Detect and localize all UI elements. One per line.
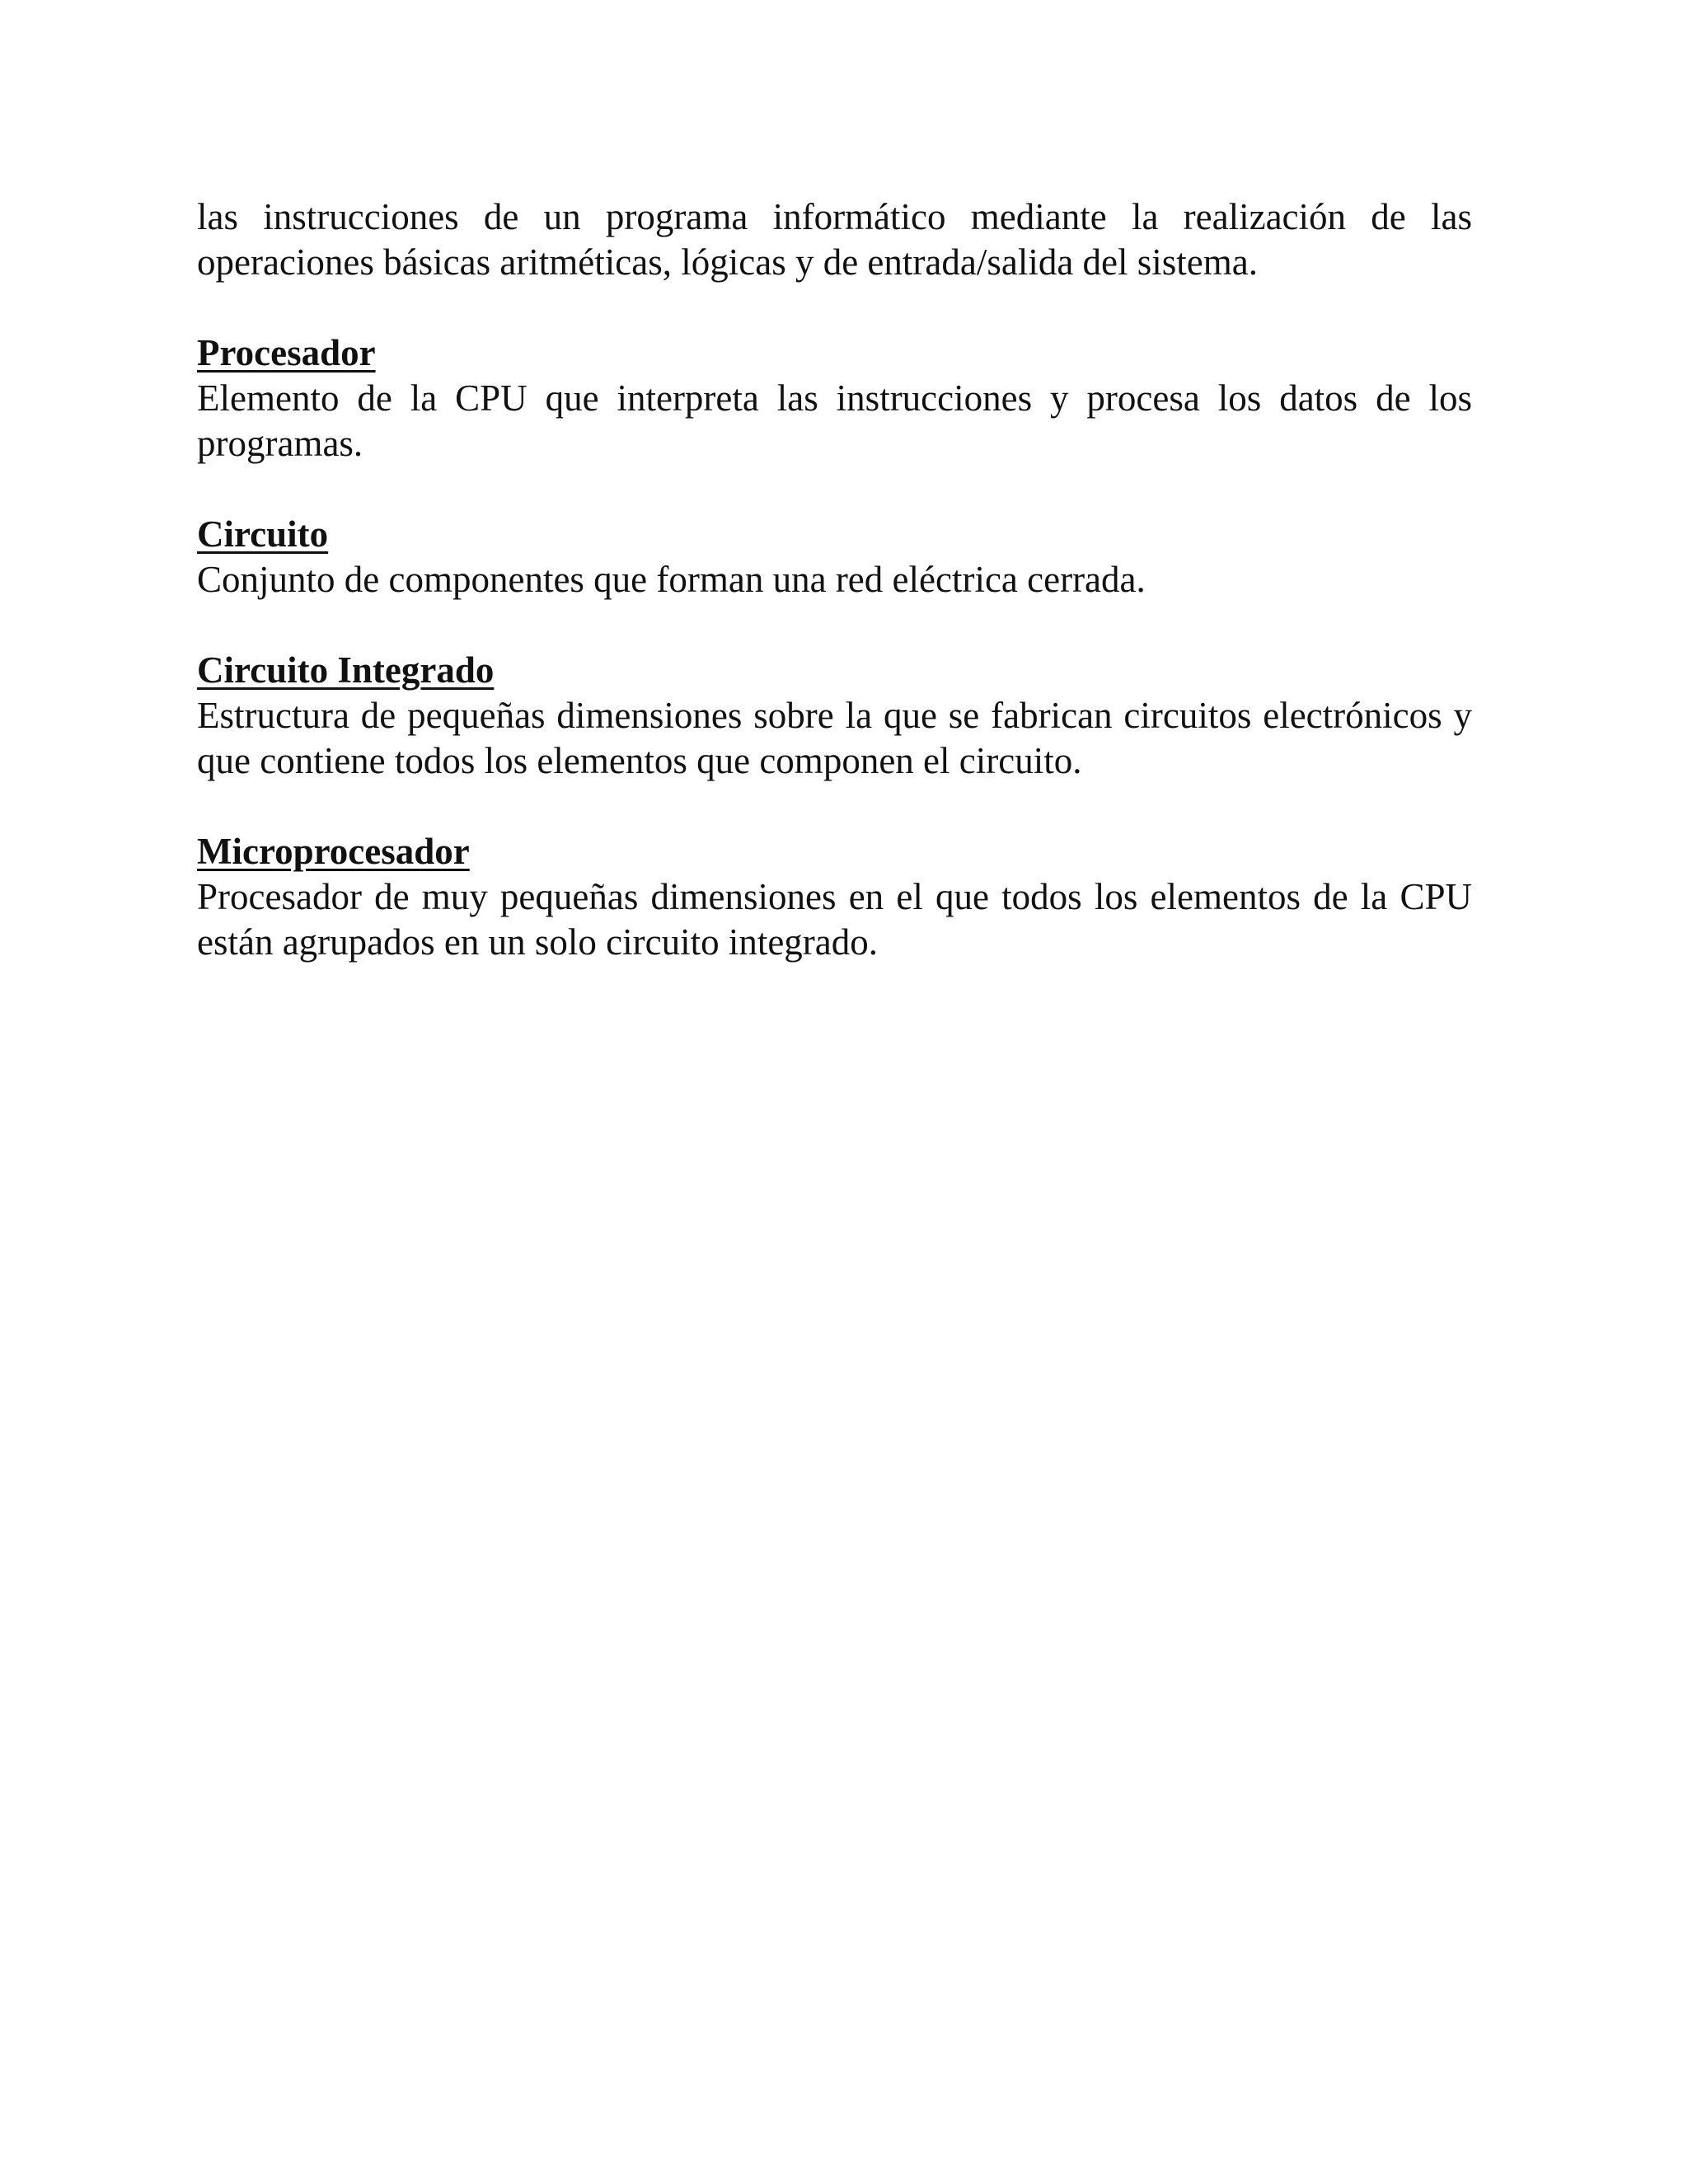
glossary-term: Microprocesador xyxy=(197,831,470,872)
glossary-term: Circuito Integrado xyxy=(197,649,495,691)
intro-paragraph: las instrucciones de un programa informático mediante la realización de las operaciones básicas aritméticas, lógicas y de entrada/salida del sistema. xyxy=(197,196,1472,283)
glossary-entry-circuito-integrado xyxy=(197,648,1472,784)
glossary-entry-circuito xyxy=(197,512,1472,602)
glossary-definition: Estructura de pequeñas dimensiones sobre la que se fabrican circuitos electrónicos y que contiene todos los elementos que componen el circuito. xyxy=(197,695,1472,781)
glossary-definition: Elemento de la CPU que interpreta las instrucciones y procesa los datos de los programas. xyxy=(197,377,1472,464)
glossary-definition: Procesador de muy pequeñas dimensiones en el que todos los elementos de la CPU están agrupados en un solo circuito integrado. xyxy=(197,876,1472,963)
glossary-definition: Conjunto de componentes que forman una red eléctrica cerrada. xyxy=(197,559,1146,600)
glossary-term: Circuito xyxy=(197,513,329,555)
glossary-entry-microprocesador xyxy=(197,829,1472,965)
glossary-term: Procesador xyxy=(197,332,376,373)
glossary-entry-procesador xyxy=(197,330,1472,466)
document-body xyxy=(197,194,1472,965)
